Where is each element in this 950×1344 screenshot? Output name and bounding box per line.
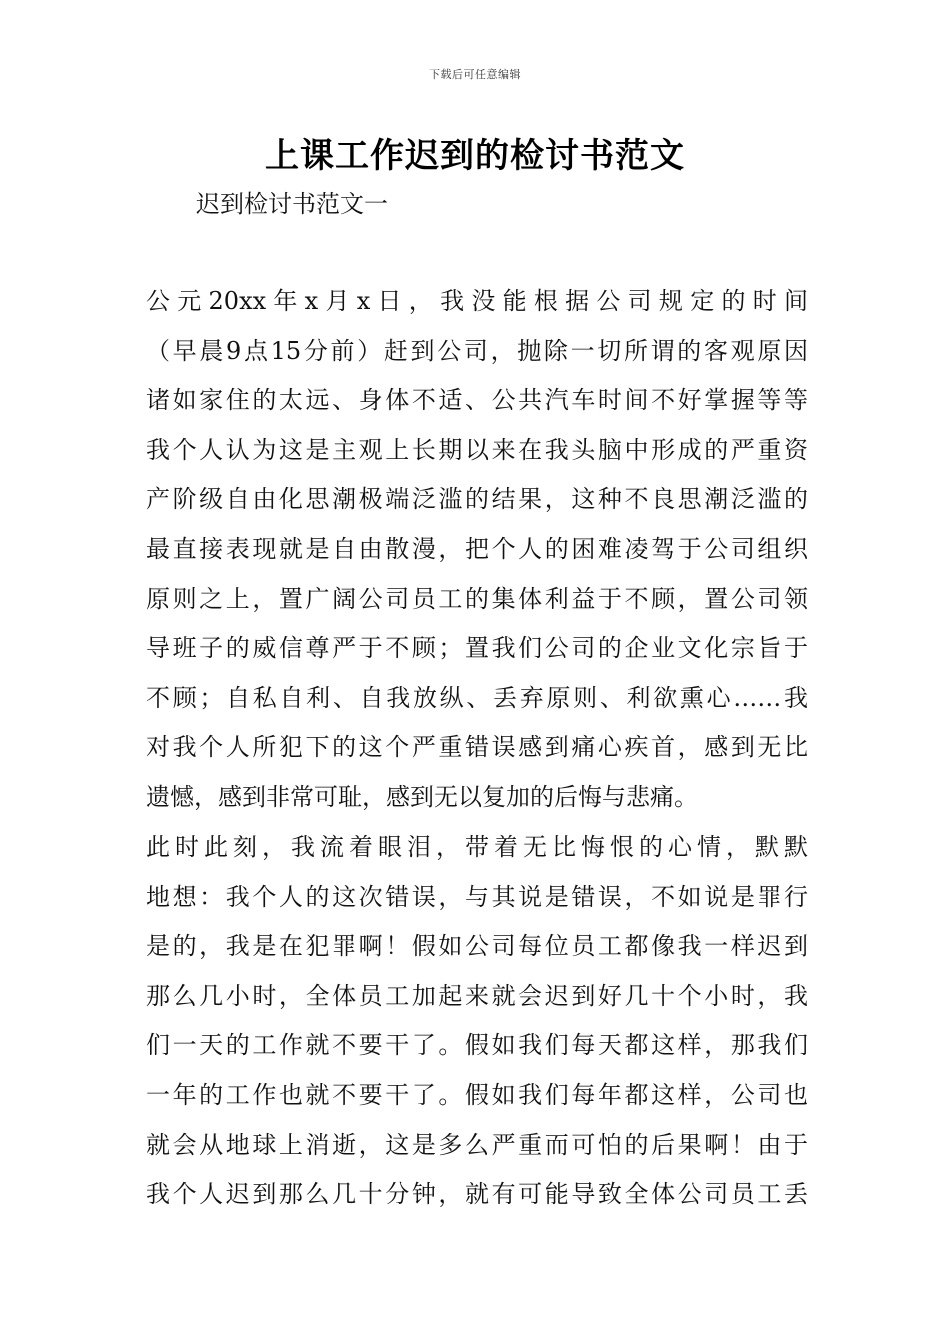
paragraph-line: 地想：我个人的这次错误，与其说是错误，不如说是罪行 <box>146 882 808 911</box>
paragraph-line: 遗憾，感到非常可耻，感到无以复加的后悔与悲痛。 <box>146 782 698 811</box>
paragraph-line: （早晨9点15分前）赶到公司，抛除一切所谓的客观原因 <box>146 336 808 365</box>
paragraph-line: 公元20xx年x月x日，我没能根据公司规定的时间 <box>146 287 808 315</box>
header-note: 下载后可任意编辑 <box>429 68 521 81</box>
paragraph-line: 一年的工作也就不要干了。假如我们每年都这样，公司也 <box>146 1080 808 1109</box>
paragraph-2 <box>146 823 808 1220</box>
paragraph-line: 不顾；自私自利、自我放纵、丢弃原则、利欲熏心……我 <box>146 683 808 712</box>
paragraph-line: 那么几小时，全体员工加起来就会迟到好几十个小时，我 <box>146 981 808 1010</box>
paragraph-line: 我个人迟到那么几十分钟，就有可能导致全体公司员工丢 <box>146 1180 808 1209</box>
paragraph-line: 就会从地球上消逝，这是多么严重而可怕的后果啊！由于 <box>146 1130 808 1159</box>
paragraph-line: 此时此刻，我流着眼泪，带着无比悔恨的心情，默默 <box>146 833 808 861</box>
section-heading: 迟到检讨书范文一 <box>196 190 388 218</box>
paragraph-line: 我个人认为这是主观上长期以来在我头脑中形成的严重资 <box>146 435 808 464</box>
paragraph-line: 最直接表现就是自由散漫，把个人的困难凌驾于公司组织 <box>146 534 808 563</box>
paragraph-line: 诸如家住的太远、身体不适、公共汽车时间不好掌握等等 <box>146 386 808 415</box>
paragraph-line: 对我个人所犯下的这个严重错误感到痛心疾首，感到无比 <box>146 733 808 762</box>
paragraph-line: 产阶级自由化思潮极端泛滥的结果，这种不良思潮泛滥的 <box>146 485 808 514</box>
paragraph-line: 是的，我是在犯罪啊！假如公司每位员工都像我一样迟到 <box>146 932 808 961</box>
document-title: 上课工作迟到的检讨书范文 <box>265 136 685 176</box>
paragraph-line: 原则之上，置广阔公司员工的集体利益于不顾，置公司领 <box>146 584 808 613</box>
paragraph-line: 们一天的工作就不要干了。假如我们每天都这样，那我们 <box>146 1031 808 1060</box>
paragraph-1 <box>146 277 808 823</box>
paragraph-line: 导班子的威信尊严于不顾；置我们公司的企业文化宗旨于 <box>146 634 808 663</box>
